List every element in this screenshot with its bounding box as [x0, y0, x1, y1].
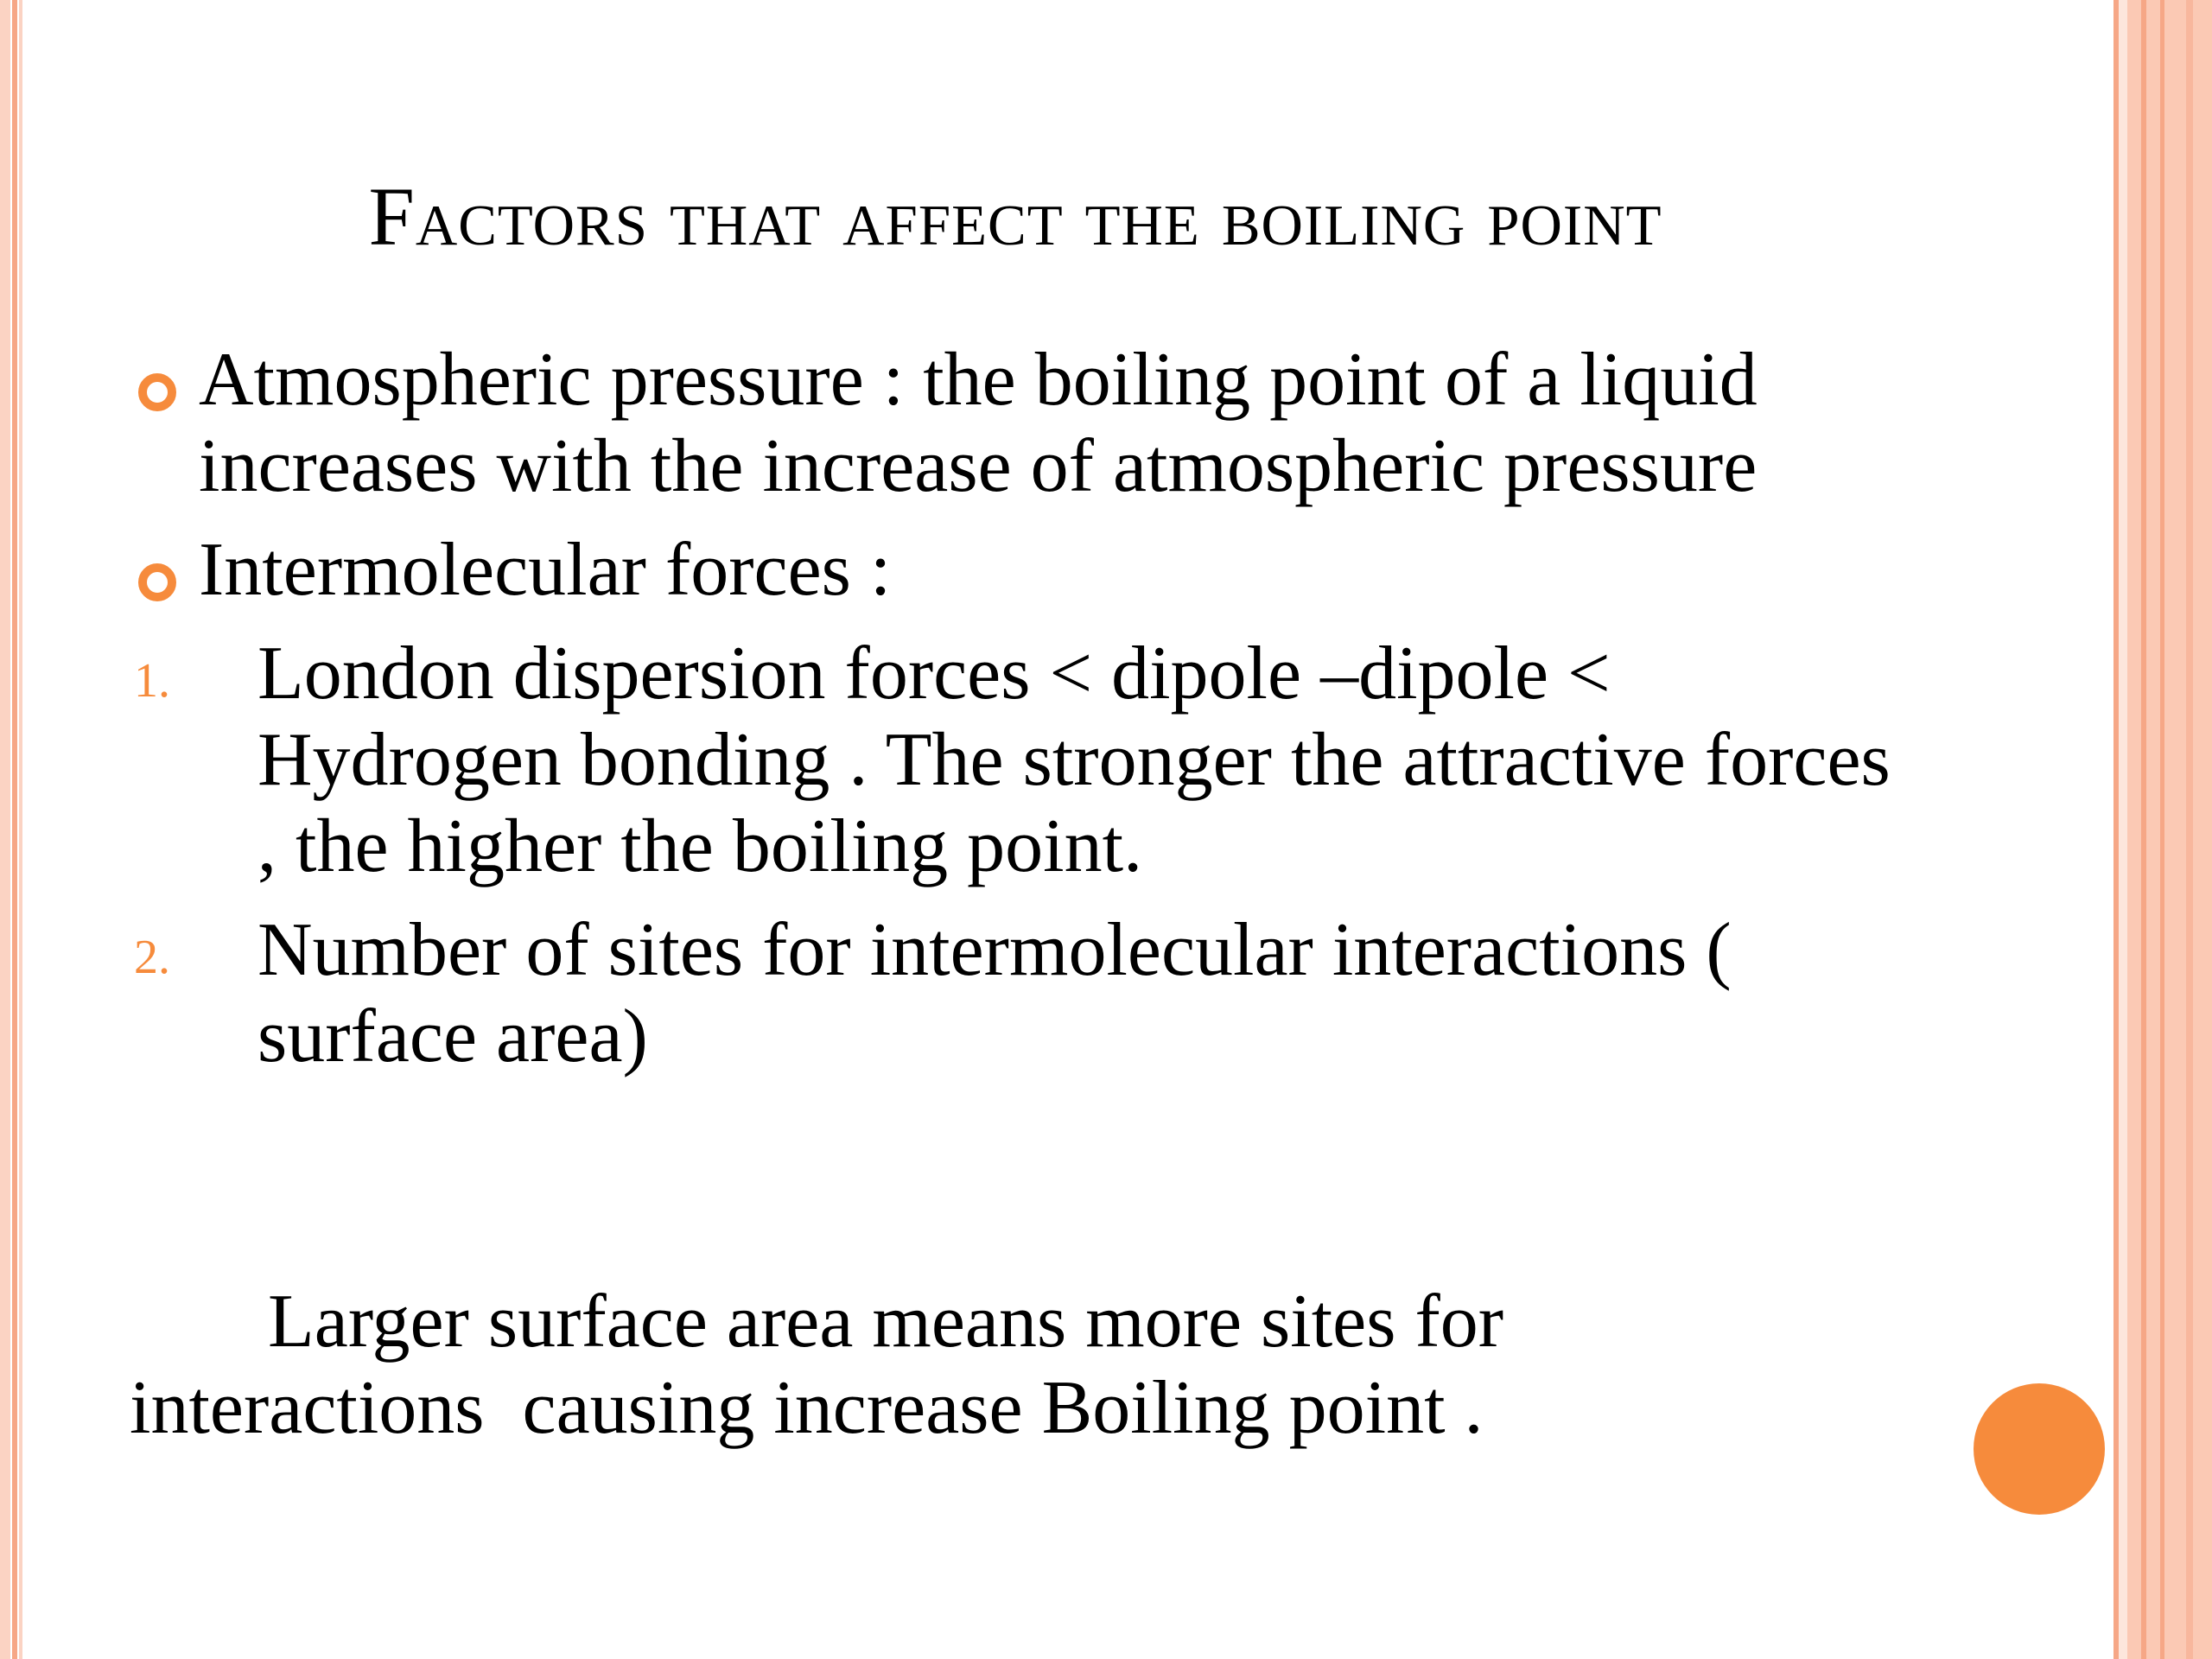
bullet-item	[130, 527, 1927, 613]
bullet-text: Atmospheric pressure : the boiling point of a liquid increases with the increase of atmospheric pressure	[199, 338, 1758, 508]
item-number: 2.	[134, 931, 170, 984]
numbered-text: Number of sites for intermolecular interactions ( surface area)	[257, 908, 1732, 1078]
circle-bullet-icon	[138, 563, 176, 601]
right-border-line	[2160, 0, 2164, 1659]
right-border-line	[2141, 0, 2146, 1659]
slide-title: Factors that affect the boiling point	[368, 170, 1662, 263]
bullet-text: Intermolecular forces :	[199, 528, 892, 612]
numbered-text: London dispersion forces < dipole –dipole < Hydrogen bonding . The stronger the attractive forces , the higher the boiling point.	[257, 632, 1891, 888]
numbered-item	[130, 631, 1927, 890]
right-border-stripe	[2119, 0, 2127, 1659]
right-border-line	[2186, 0, 2193, 1659]
bullet-item	[130, 337, 1927, 510]
right-border-band	[2127, 0, 2212, 1659]
item-number: 1.	[134, 654, 170, 708]
summary-line	[130, 1279, 1987, 1365]
decorative-circle	[1974, 1383, 2105, 1515]
slide-body	[130, 337, 1927, 1080]
summary-line-text: Larger surface area means more sites for	[268, 1280, 1504, 1363]
summary-paragraph	[130, 1279, 1987, 1452]
summary-line: interactions causing increase Boiling point .	[130, 1366, 1484, 1450]
circle-bullet-icon	[138, 373, 176, 411]
numbered-item	[130, 907, 1927, 1080]
